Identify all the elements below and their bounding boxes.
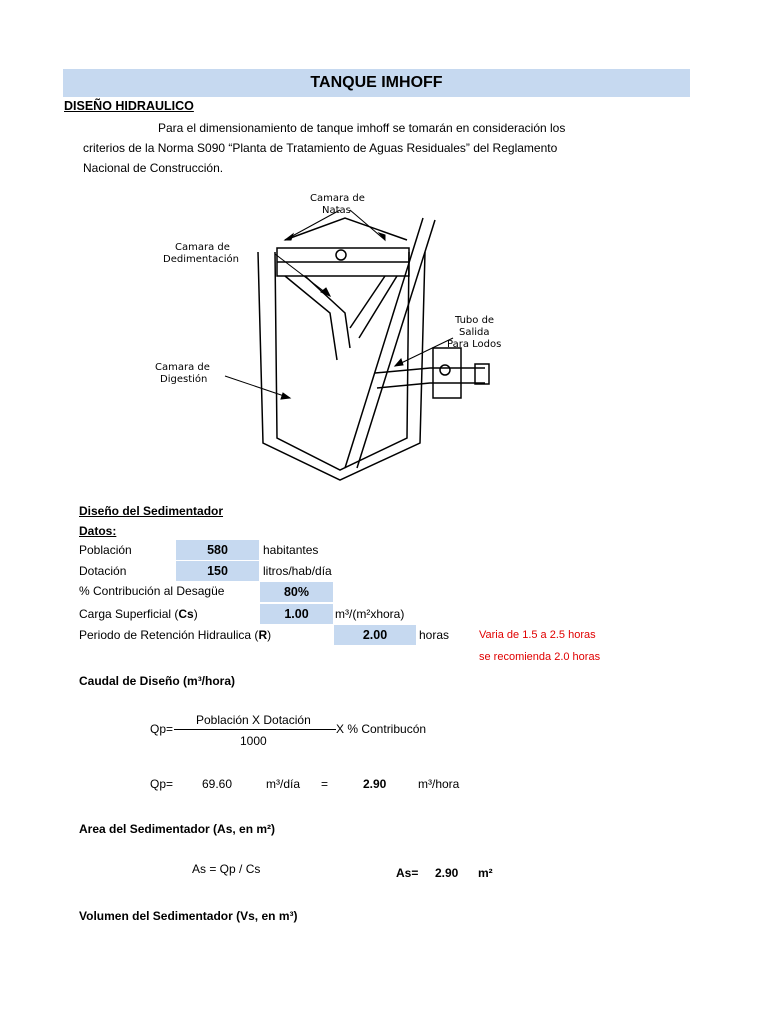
page-title-text: TANQUE IMHOFF — [310, 74, 443, 91]
qp-unit-day: m³/día — [266, 777, 301, 791]
unit-dotacion: litros/hab/día — [263, 564, 332, 578]
qp-value-hour: 2.90 — [363, 777, 387, 791]
row-label-periodo-symbol: R — [258, 628, 268, 642]
row-label-carga-text: Carga Superficial ( — [79, 607, 179, 621]
area-result-label: As= — [396, 866, 419, 880]
equals-sign: = — [321, 777, 329, 791]
label-dig-1: Camara de — [155, 362, 210, 373]
formula-factor: X % Contribucón — [336, 722, 427, 736]
page-title — [63, 69, 690, 97]
intro-line-1: Para el dimensionamiento de tanque imhoff se tomarán en consideración los — [158, 121, 566, 135]
value-contribucion: 80% — [260, 582, 333, 602]
intro-line-2: criterios de la Norma S090 “Planta de Tratamiento de Aguas Residuales” del Reglamento — [83, 141, 558, 155]
unit-poblacion: habitantes — [263, 543, 319, 557]
area-formula: As = Qp / Cs — [192, 862, 261, 876]
value-dotacion: 150 — [176, 561, 259, 581]
value-carga: 1.00 — [260, 604, 333, 624]
design-heading: Diseño del Sedimentador — [79, 504, 224, 518]
qp-label: Qp= — [150, 722, 174, 736]
formula-numerator: Población X Dotación — [196, 713, 311, 727]
row-label-carga-end: ) — [193, 607, 198, 621]
row-label-periodo — [79, 628, 271, 642]
label-tubo-3: Para Lodos — [447, 339, 502, 350]
row-label-carga-symbol: Cs — [178, 607, 194, 621]
unit-carga: m³/(m²xhora) — [335, 607, 405, 621]
intro-line-3: Nacional de Construcción. — [83, 161, 224, 175]
section-title: DISEÑO HIDRAULICO — [64, 99, 194, 113]
note-recomienda: se recomienda 2.0 horas — [479, 651, 601, 663]
row-label-poblacion: Población — [79, 543, 132, 557]
label-tubo-1: Tubo de — [455, 315, 495, 326]
note-varia: Varia de 1.5 a 2.5 horas — [479, 629, 596, 641]
formula-denominator: 1000 — [240, 734, 267, 748]
row-label-periodo-text: Periodo de Retención Hidraulica ( — [79, 628, 259, 642]
volumen-heading: Volumen del Sedimentador (Vs, en m³) — [79, 909, 298, 923]
area-result-unit: m² — [478, 866, 493, 880]
caudal-heading: Caudal de Diseño (m³/hora) — [79, 674, 236, 688]
row-label-periodo-end: ) — [267, 628, 272, 642]
datos-heading: Datos: — [79, 524, 117, 538]
unit-periodo: horas — [419, 628, 450, 642]
row-label-dotacion: Dotación — [79, 564, 127, 578]
label-natas-1: Camara de — [310, 193, 365, 204]
label-natas-2: Natas — [322, 205, 351, 216]
label-dig-2: Digestión — [160, 374, 208, 385]
label-sedim-2: Dedimentación — [163, 254, 239, 265]
value-poblacion: 580 — [176, 540, 259, 560]
row-label-carga — [79, 607, 198, 621]
row-label-contribucion: % Contribución al Desagüe — [79, 584, 225, 598]
qp-unit-hour: m³/hora — [418, 777, 460, 791]
label-sedim-1: Camara de — [175, 242, 230, 253]
fraction-line — [174, 729, 336, 730]
value-periodo: 2.00 — [334, 625, 416, 645]
area-heading: Area del Sedimentador (As, en m²) — [79, 822, 276, 836]
qp-value-day: 69.60 — [202, 777, 233, 791]
imhoff-tank-diagram — [145, 188, 505, 488]
label-tubo-2: Salida — [459, 327, 490, 338]
area-result-value: 2.90 — [435, 866, 459, 880]
qp2-label: Qp= — [150, 777, 174, 791]
